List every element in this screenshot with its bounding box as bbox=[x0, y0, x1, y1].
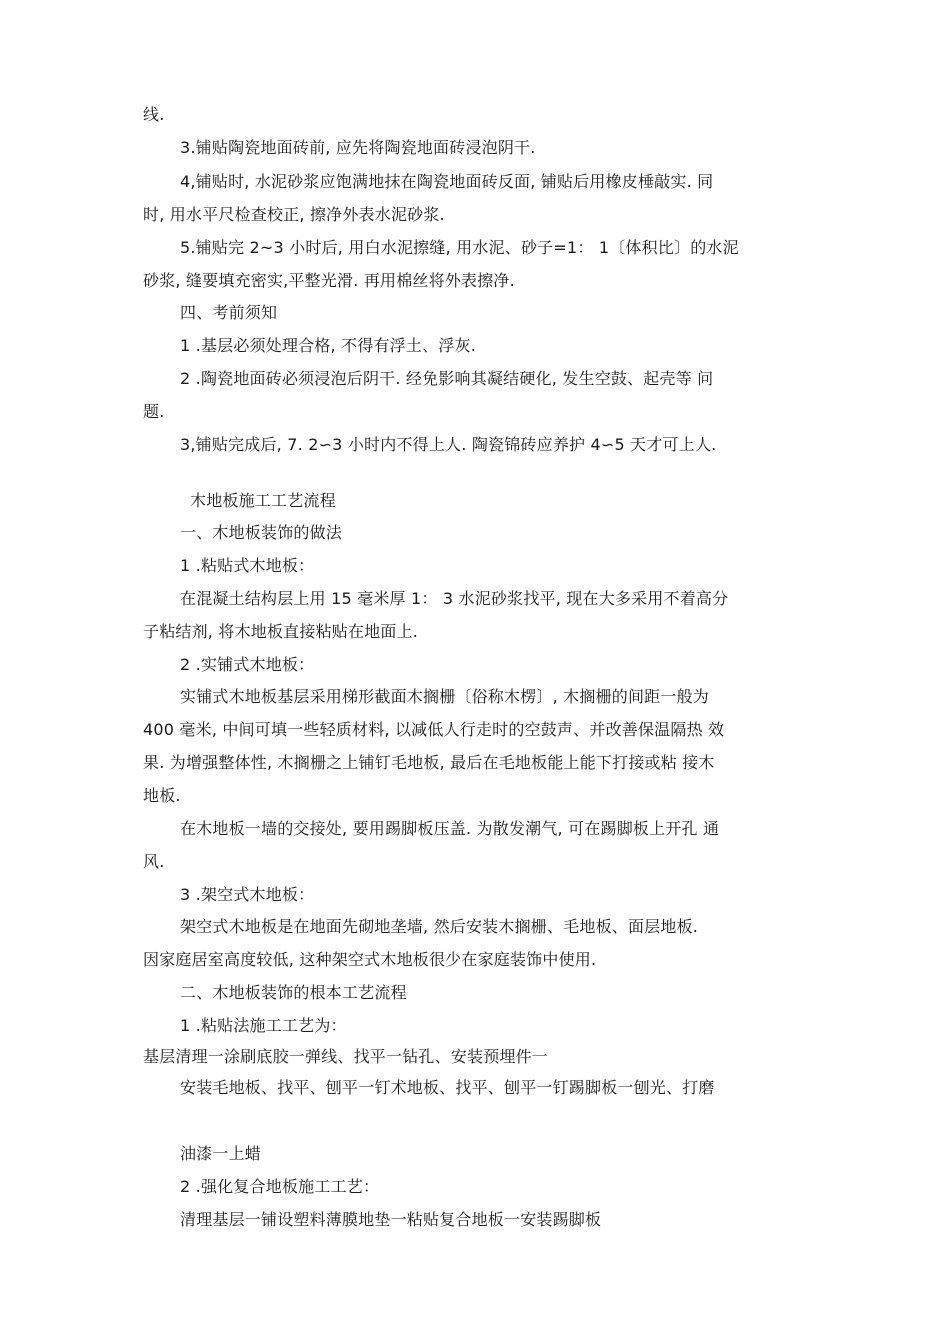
text-line: 实铺式木地板基层采用梯形截面木搁栅〔俗称木楞〕, 木搁栅的间距一般为 bbox=[180, 687, 709, 706]
subheading: 3 .架空式木地板： bbox=[180, 885, 315, 904]
text-line: 在木地板一墙的交接处, 要用踢脚板压盖. 为散发潮气, 可在踢脚板上开孔 通 bbox=[180, 819, 720, 838]
text-line: 3,铺贴完成后, 7. 2∽3 小时内不得上人. 陶瓷锦砖应养护 4∽5 天才可上人. bbox=[180, 435, 717, 454]
text-line: 架空式木地板是在地面先砌地垄墙, 然后安装木搁栅、毛地板、面层地板. bbox=[180, 917, 699, 936]
text-line: 时, 用水平尺检查校正, 擦净外表水泥砂浆. bbox=[143, 205, 445, 224]
text-line: 因家庭居室高度较低, 这种架空式木地板很少在家庭装饰中使用. bbox=[143, 950, 597, 969]
subheading: 1 .粘贴法施工工艺为： bbox=[180, 1016, 347, 1035]
text-line: 砂浆, 缝要填充密实,平整光滑. 再用棉丝将外表擦净. bbox=[143, 271, 515, 290]
section-heading: 二、木地板装饰的根本工艺流程 bbox=[180, 983, 407, 1002]
text-line: 风. bbox=[143, 852, 165, 871]
text-line: 安装毛地板、找平、刨平一钉术地板、找平、刨平一钉踢脚板一刨光、打磨 bbox=[180, 1078, 715, 1097]
text-line: 在混凝土结构层上用 15 毫米厚 1： 3 水泥砂浆找平, 现在大多采用不着高分 bbox=[180, 589, 729, 608]
subheading: 2 .实铺式木地板： bbox=[180, 655, 315, 674]
text-line: 油漆一上蜡 bbox=[180, 1144, 262, 1163]
text-line: 基层清理一涂刷底胶一弹线、找平一钻孔、安装预埋件一 bbox=[143, 1047, 549, 1066]
text-line: 3.铺贴陶瓷地面砖前, 应先将陶瓷地面砖浸泡阴干. bbox=[180, 138, 536, 157]
section-heading: 四、考前须知 bbox=[180, 303, 278, 322]
text-line: 题. bbox=[143, 402, 165, 421]
section-heading: 一、木地板装饰的做法 bbox=[180, 523, 343, 542]
subheading: 2 .强化复合地板施工工艺： bbox=[180, 1177, 380, 1196]
text-line: 子粘结剂, 将木地板直接粘贴在地面上. bbox=[143, 622, 419, 641]
subheading: 1 .粘贴式木地板： bbox=[180, 556, 315, 575]
text-line: 地板. bbox=[143, 786, 181, 805]
document-title: 木地板施工工艺流程 bbox=[190, 491, 336, 510]
text-line: 4,铺贴时, 水泥砂浆应饱满地抹在陶瓷地面砖反面, 铺贴后用橡皮棰敲实. 同 bbox=[180, 172, 714, 191]
text-line: 2 .陶瓷地面砖必须浸泡后阴干. 经免影响其凝结硬化, 发生空鼓、起壳等 问 bbox=[180, 369, 714, 388]
text-line: 1 .基层必须处理合格, 不得有浮土、浮灰. bbox=[180, 336, 477, 355]
text-line: 清理基层一铺设塑料薄膜地垫一粘贴复合地板一安装踢脚板 bbox=[180, 1210, 602, 1229]
text-line: 线. bbox=[143, 105, 165, 124]
text-line: 5.铺贴完 2~3 小时后, 用白水泥擦缝, 用水泥、砂子=1： 1〔体积比〕的水泥 bbox=[180, 238, 739, 257]
text-line: 400 毫米, 中间可填一些轻质材料, 以减低人行走时的空鼓声、并改善保温隔热 效 bbox=[143, 720, 725, 739]
text-line: 果. 为增强整体性, 木搁栅之上铺钉毛地板, 最后在毛地板能上能下打接或粘 接木 bbox=[143, 753, 715, 772]
